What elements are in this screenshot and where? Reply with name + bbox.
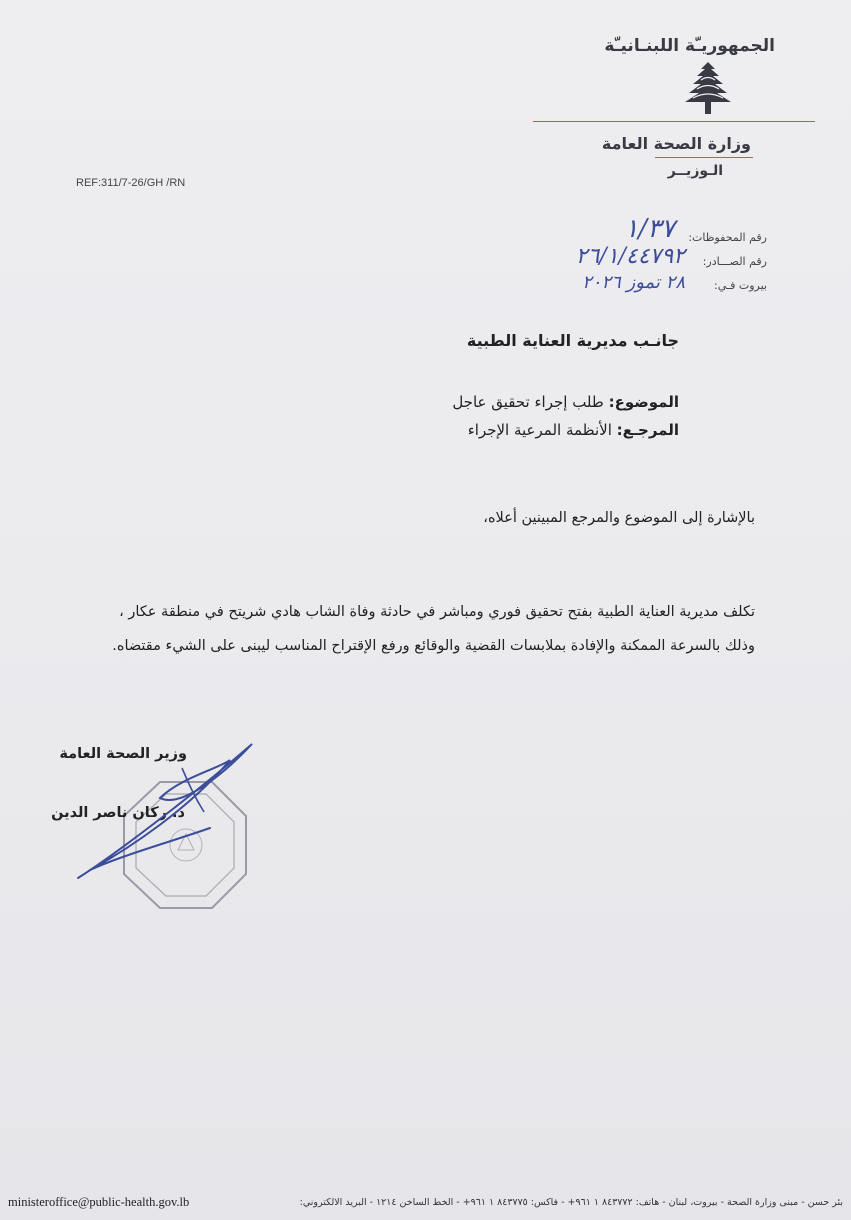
greeting-line: بالإشارة إلى الموضوع والمرجع المبينين أعلاه،	[483, 510, 755, 526]
archive-number-value: ١/٣٧	[624, 214, 675, 244]
republic-heading: الجمهوريـّة اللبنـانيـّة	[604, 36, 775, 56]
footer-address: بئر حسن - مبنى وزارة الصحة - بيروت، لبنان - هاتف: ٨٤٣٧٧٢ ١ ٩٦١+ - فاكس: ٨٤٣٧٧٥ ١ ٩٦١+ - الخط الساخن ١٢١٤ - البريد الالكتروني:	[299, 1196, 843, 1208]
handwritten-signature-icon	[70, 738, 260, 888]
letterhead-rule	[533, 121, 815, 122]
footer	[8, 1193, 843, 1211]
date-label: بيروت فـي:	[714, 279, 767, 292]
outgoing-number-value: ٢٦/١/٤٤٧٩٢	[575, 244, 685, 269]
subject-line	[452, 393, 679, 411]
subject-label: الموضوع:	[608, 393, 679, 411]
ministry-heading: وزارة الصحة العامة	[601, 134, 751, 153]
body-line-2: وذلك بالسرعة الممكنة والإفادة بملابسات القضية والوقائع ورفع الإقتراح المناسب ليبنى على الشيء مقتضاه.	[112, 638, 755, 654]
minister-heading: الـوزيــر	[667, 163, 723, 179]
reference-value: الأنظمة المرعية الإجراء	[467, 421, 612, 439]
addressee: جانـب مديرية العناية الطبية	[466, 331, 679, 350]
body-line-1: تكلف مديرية العناية الطبية بفتح تحقيق فوري ومباشر في حادثة وفاة الشاب هادي شريتح في منطقة عكار ،	[119, 604, 755, 620]
signatory-title: وزير الصحة العامة	[59, 746, 187, 762]
outgoing-number-label: رقم الصـــادر:	[702, 255, 767, 268]
footer-email-link[interactable]: ministeroffice@public-health.gov.lb	[8, 1194, 190, 1209]
archive-number-label: رقم المحفوظات:	[688, 231, 767, 244]
date-value: ٢٨ تموز ٢٠٢٦	[582, 272, 685, 293]
cedar-emblem-icon	[673, 60, 743, 116]
ministry-underline	[655, 157, 753, 158]
reference-code: REF:311/7-26/GH /RN	[76, 177, 186, 189]
reference-line	[468, 421, 679, 439]
signatory-name: د. ركان ناصر الدين	[51, 805, 185, 821]
reference-label: المرجـع:	[616, 421, 679, 439]
subject-value: طلب إجراء تحقيق عاجل	[452, 393, 604, 411]
